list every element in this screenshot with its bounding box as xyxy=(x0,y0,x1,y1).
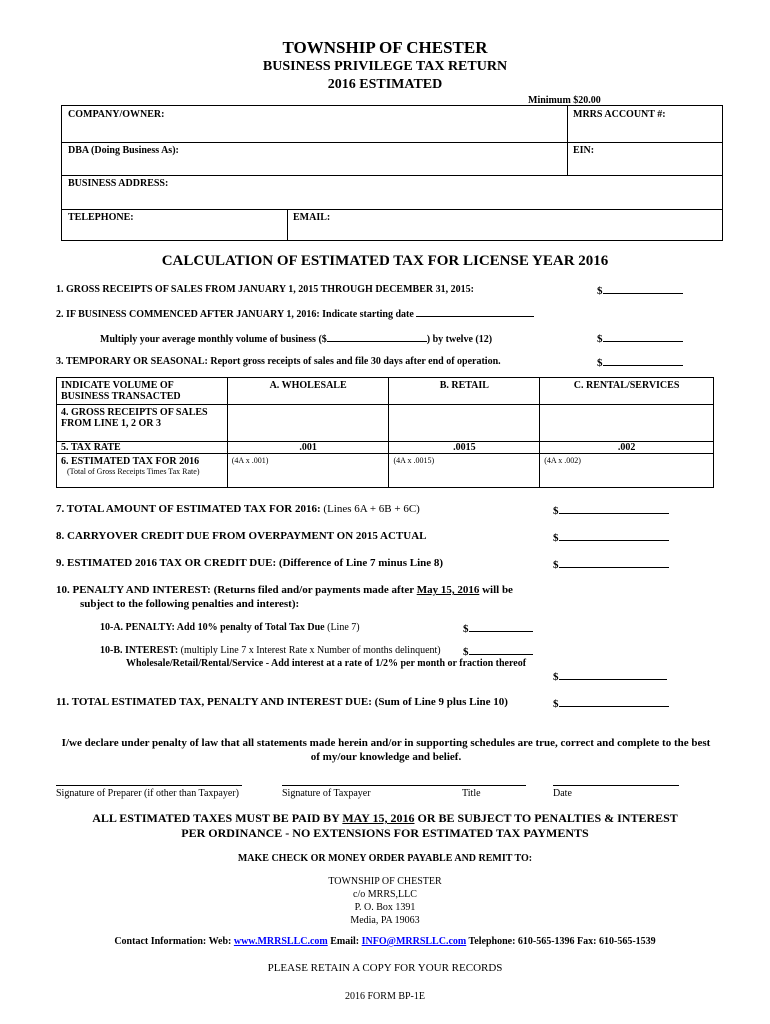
col-b-header: B. RETAIL xyxy=(389,378,540,405)
line10a-label: 10-A. PENALTY: Add 10% penalty of Total Tax Due (Line 7) xyxy=(100,622,360,633)
remit-address-line: P. O. Box 1391 xyxy=(354,902,416,913)
township-title: TOWNSHIP OF CHESTER xyxy=(282,38,488,57)
starting-date-field[interactable] xyxy=(416,307,534,317)
form-id: 2016 FORM BP-1E xyxy=(344,991,425,1002)
retain-copy-notice: PLEASE RETAIN A COPY FOR YOUR RECORDS xyxy=(267,962,503,974)
line10b-amount[interactable]: $ xyxy=(463,644,533,658)
form-title: BUSINESS PRIVILEGE TAX RETURN xyxy=(262,59,508,74)
volume-table xyxy=(56,377,714,488)
line3-label: 3. TEMPORARY OR SEASONAL: Report gross receipts of sales and file 30 days after end of operation. xyxy=(56,356,501,367)
line6a-input[interactable]: (4A x .001) xyxy=(227,454,389,488)
telephone-field[interactable]: TELEPHONE: xyxy=(68,212,134,223)
indicate-volume-label: INDICATE VOLUME OF BUSINESS TRANSACTED xyxy=(57,378,228,405)
remit-address-line: TOWNSHIP OF CHESTER xyxy=(328,876,442,887)
payment-deadline-notice: ALL ESTIMATED TAXES MUST BE PAID BY MAY 15, 2016 OR BE SUBJECT TO PENALTIES & INTEREST xyxy=(92,811,678,825)
remit-address-line: Media, PA 19063 xyxy=(350,915,420,926)
line8-amount[interactable]: $ xyxy=(553,530,669,544)
col-c-header: C. RENTAL/SERVICES xyxy=(540,378,714,405)
email-field[interactable]: EMAIL: xyxy=(293,212,331,223)
line11-amount[interactable]: $ xyxy=(553,696,669,710)
line10b-note: Wholesale/Retail/Rental/Service - Add interest at a rate of 1/2% per month or fraction thereof xyxy=(126,658,527,669)
line1-label: 1. GROSS RECEIPTS OF SALES FROM JANUARY 1, 2015 THROUGH DECEMBER 31, 2015: xyxy=(56,284,474,295)
monthly-volume-field[interactable] xyxy=(327,332,427,342)
line4b-input[interactable] xyxy=(389,405,540,442)
website-link[interactable]: www.MRRSLLC.com xyxy=(233,936,328,947)
business-address-field[interactable]: BUSINESS ADDRESS: xyxy=(68,178,169,189)
line9-amount[interactable]: $ xyxy=(553,557,669,571)
dba-field[interactable]: DBA (Doing Business As): xyxy=(68,145,179,156)
declaration-text: I/we declare under penalty of law that all statements made herein and/or in supporting schedules are true, correct and complete to the best of my/our knowledge and belief. xyxy=(61,737,711,763)
remit-address-line: c/o MRRS,LLC xyxy=(353,889,417,900)
line10-amount[interactable]: $ xyxy=(553,669,667,683)
no-extensions-notice: PER ORDINANCE - NO EXTENSIONS FOR ESTIMATED TAX PAYMENTS xyxy=(181,826,589,840)
email-link[interactable]: INFO@MRRSLLC.com xyxy=(361,936,467,947)
line11-label: 11. TOTAL ESTIMATED TAX, PENALTY AND INTEREST DUE: (Sum of Line 9 plus Line 10) xyxy=(56,696,508,708)
form-year: 2016 ESTIMATED xyxy=(327,77,443,92)
line6c-input[interactable]: (4A x .002) xyxy=(540,454,714,488)
line3-amount[interactable]: $ xyxy=(597,355,683,369)
remit-heading: MAKE CHECK OR MONEY ORDER PAYABLE AND REMIT TO: xyxy=(237,853,533,864)
line10a-amount[interactable]: $ xyxy=(463,621,533,635)
line10-label: 10. PENALTY AND INTEREST: (Returns filed and/or payments made after May 15, 2016 will be xyxy=(56,584,513,596)
line6-note: (Total of Gross Receipts Times Tax Rate) xyxy=(67,467,200,476)
mrrs-account-field[interactable]: MRRS ACCOUNT #: xyxy=(573,109,666,120)
rate-b: .0015 xyxy=(389,442,540,454)
line10-label-cont: subject to the following penalties and interest): xyxy=(80,598,300,610)
line7-label: 7. TOTAL AMOUNT OF ESTIMATED TAX FOR 2016: (Lines 6A + 6B + 6C) xyxy=(56,503,420,515)
business-info-box xyxy=(61,105,723,241)
company-owner-field[interactable]: COMPANY/OWNER: xyxy=(68,109,165,120)
ein-field[interactable]: EIN: xyxy=(573,145,595,156)
title-label: Title xyxy=(462,788,481,799)
date-line[interactable] xyxy=(553,785,679,786)
preparer-signature-label: Signature of Preparer (if other than Taxpayer) xyxy=(56,788,239,799)
remit-address xyxy=(0,875,770,927)
minimum-amount: Minimum $20.00 xyxy=(528,95,601,106)
line9-label: 9. ESTIMATED 2016 TAX OR CREDIT DUE: (Difference of Line 7 minus Line 8) xyxy=(56,557,444,569)
line8-label: 8. CARRYOVER CREDIT DUE FROM OVERPAYMENT ON 2015 ACTUAL xyxy=(56,530,427,542)
line4c-input[interactable] xyxy=(540,405,714,442)
rate-c: .002 xyxy=(540,442,714,454)
line7-amount[interactable]: $ xyxy=(553,503,669,517)
line6-cell xyxy=(57,454,228,488)
rate-a: .001 xyxy=(227,442,389,454)
preparer-signature-line[interactable] xyxy=(56,785,242,786)
line4a-input[interactable] xyxy=(227,405,389,442)
line2-amount[interactable]: $ xyxy=(597,331,683,345)
taxpayer-signature-label: Signature of Taxpayer xyxy=(282,788,371,799)
line6-label: 6. ESTIMATED TAX FOR 2016 xyxy=(61,456,200,467)
line10b-label: 10-B. INTEREST: (multiply Line 7 x Interest Rate x Number of months delinquent) xyxy=(100,645,441,656)
col-a-header: A. WHOLESALE xyxy=(227,378,389,405)
line6b-input[interactable]: (4A x .0015) xyxy=(389,454,540,488)
line5-label: 5. TAX RATE xyxy=(57,442,228,454)
line4-label: 4. GROSS RECEIPTS OF SALES FROM LINE 1, 2 OR 3 xyxy=(57,405,228,442)
date-label: Date xyxy=(553,788,572,799)
taxpayer-signature-line[interactable] xyxy=(282,785,526,786)
line2b-label: Multiply your average monthly volume of business ($ ) by twelve (12) xyxy=(100,334,493,345)
line2-label: 2. IF BUSINESS COMMENCED AFTER JANUARY 1, 2016: Indicate starting date xyxy=(56,307,534,320)
contact-info: Contact Information: Web: www.MRRSLLC.com Email: INFO@MRRSLLC.com Telephone: 610-565-1396 Fax: 610-565-1539 xyxy=(114,936,656,947)
calculation-heading: CALCULATION OF ESTIMATED TAX FOR LICENSE YEAR 2016 xyxy=(161,253,609,269)
line1-amount[interactable]: $ xyxy=(597,283,683,297)
